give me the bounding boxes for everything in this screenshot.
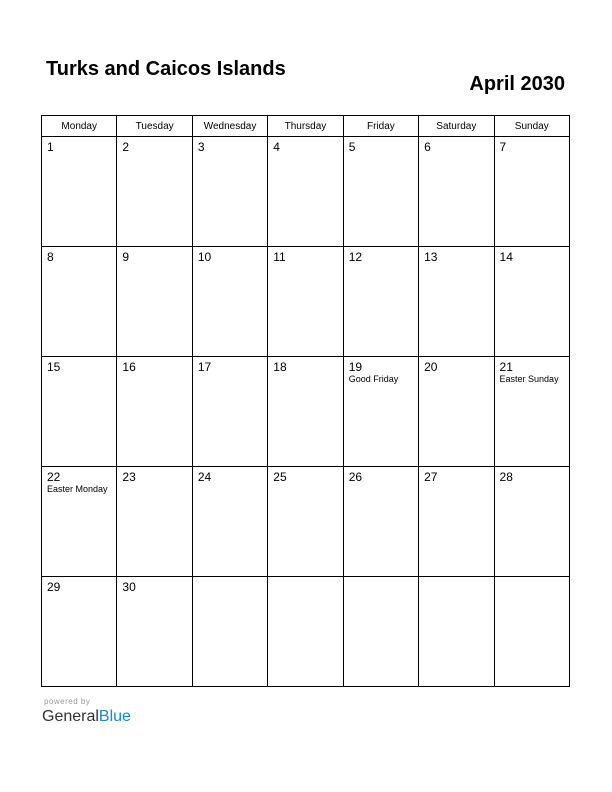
- day-number: 29: [47, 580, 61, 594]
- day-number: [419, 577, 493, 580]
- day-number: [268, 577, 342, 580]
- day-number: [193, 577, 267, 580]
- calendar-day-cell: [419, 467, 494, 577]
- day-number: 27: [424, 470, 438, 484]
- day-number: 7: [499, 140, 507, 154]
- country-title: Turks and Caicos Islands: [46, 58, 286, 80]
- day-number: 6: [424, 140, 431, 154]
- footer-branding: [42, 697, 131, 727]
- calendar-day-cell: [192, 247, 267, 357]
- calendar-day-cell: [117, 467, 192, 577]
- brand-logo[interactable]: [42, 707, 131, 727]
- calendar-week-row: [42, 247, 570, 357]
- weekday-header: Saturday: [419, 116, 494, 137]
- calendar-week-row: [42, 137, 570, 247]
- calendar-week-row: [42, 357, 570, 467]
- day-number: 5: [348, 140, 356, 154]
- day-number: 12: [348, 250, 363, 264]
- day-number: 8: [47, 250, 54, 264]
- weekday-header-row: [42, 116, 570, 137]
- calendar-day-cell: [268, 577, 343, 687]
- calendar-day-cell: [117, 137, 192, 247]
- calendar-day-cell: [117, 577, 192, 687]
- calendar-day-cell: [192, 137, 267, 247]
- calendar-day-cell: [117, 247, 192, 357]
- calendar-day-cell: [494, 357, 569, 467]
- day-number: 10: [197, 250, 212, 264]
- holiday-label: Easter Sunday: [499, 374, 559, 384]
- calendar-day-cell: [192, 467, 267, 577]
- day-number: 18: [273, 360, 287, 374]
- calendar-day-cell: [42, 247, 117, 357]
- holiday-label: Easter Monday: [47, 484, 108, 494]
- powered-by-text: powered by: [44, 697, 91, 706]
- calendar-day-cell: [268, 137, 343, 247]
- calendar-week-row: [42, 467, 570, 577]
- calendar-day-cell: [343, 467, 418, 577]
- calendar-day-cell: [343, 247, 418, 357]
- day-number: 3: [197, 140, 205, 154]
- day-number: 11: [273, 250, 286, 264]
- day-number: 25: [273, 470, 287, 484]
- day-number: 22: [47, 470, 61, 484]
- day-number: 16: [122, 360, 136, 374]
- calendar-day-cell: [494, 247, 569, 357]
- calendar-day-cell: [42, 137, 117, 247]
- calendar-day-cell: [42, 577, 117, 687]
- day-number: [344, 577, 418, 580]
- weekday-header: Tuesday: [117, 116, 192, 137]
- calendar-day-cell: [42, 357, 117, 467]
- calendar-day-cell: [343, 357, 418, 467]
- weekday-header: Friday: [343, 116, 418, 137]
- brand-name-part2: Blue: [98, 708, 131, 725]
- calendar-day-cell: [494, 577, 569, 687]
- calendar-week-row: [42, 577, 570, 687]
- day-number: 4: [273, 140, 280, 154]
- calendar-day-cell: [42, 467, 117, 577]
- calendar-day-cell: [343, 137, 418, 247]
- day-number: 23: [122, 470, 136, 484]
- calendar-grid: [41, 115, 570, 687]
- day-number: 26: [348, 470, 363, 484]
- holiday-label: Good Friday: [348, 374, 399, 384]
- day-number: 17: [197, 360, 212, 374]
- weekday-header: Thursday: [268, 116, 343, 137]
- day-number: 19: [348, 360, 363, 374]
- calendar-day-cell: [268, 467, 343, 577]
- calendar-day-cell: [343, 577, 418, 687]
- day-number: 9: [122, 250, 130, 264]
- day-number: 14: [499, 250, 513, 264]
- calendar-day-cell: [268, 357, 343, 467]
- day-number: 1: [47, 140, 54, 154]
- weekday-header: Sunday: [494, 116, 569, 137]
- day-number: 13: [424, 250, 438, 264]
- day-number: 30: [122, 580, 136, 594]
- calendar-day-cell: [419, 357, 494, 467]
- calendar-day-cell: [268, 247, 343, 357]
- weekday-header: Wednesday: [192, 116, 267, 137]
- calendar-day-cell: [419, 247, 494, 357]
- calendar-day-cell: [494, 467, 569, 577]
- brand-name-part1: General: [42, 708, 99, 725]
- calendar-day-cell: [117, 357, 192, 467]
- calendar-day-cell: [494, 137, 569, 247]
- calendar-day-cell: [192, 577, 267, 687]
- day-number: 2: [122, 140, 130, 154]
- calendar-day-cell: [419, 577, 494, 687]
- weekday-header: Monday: [42, 116, 117, 137]
- day-number: 28: [499, 470, 513, 484]
- calendar-day-cell: [419, 137, 494, 247]
- day-number: [495, 577, 569, 580]
- month-year-title: April 2030: [469, 73, 565, 95]
- calendar-day-cell: [192, 357, 267, 467]
- day-number: 20: [424, 360, 438, 374]
- day-number: 15: [47, 360, 61, 374]
- day-number: 21: [499, 360, 513, 374]
- day-number: 24: [197, 470, 212, 484]
